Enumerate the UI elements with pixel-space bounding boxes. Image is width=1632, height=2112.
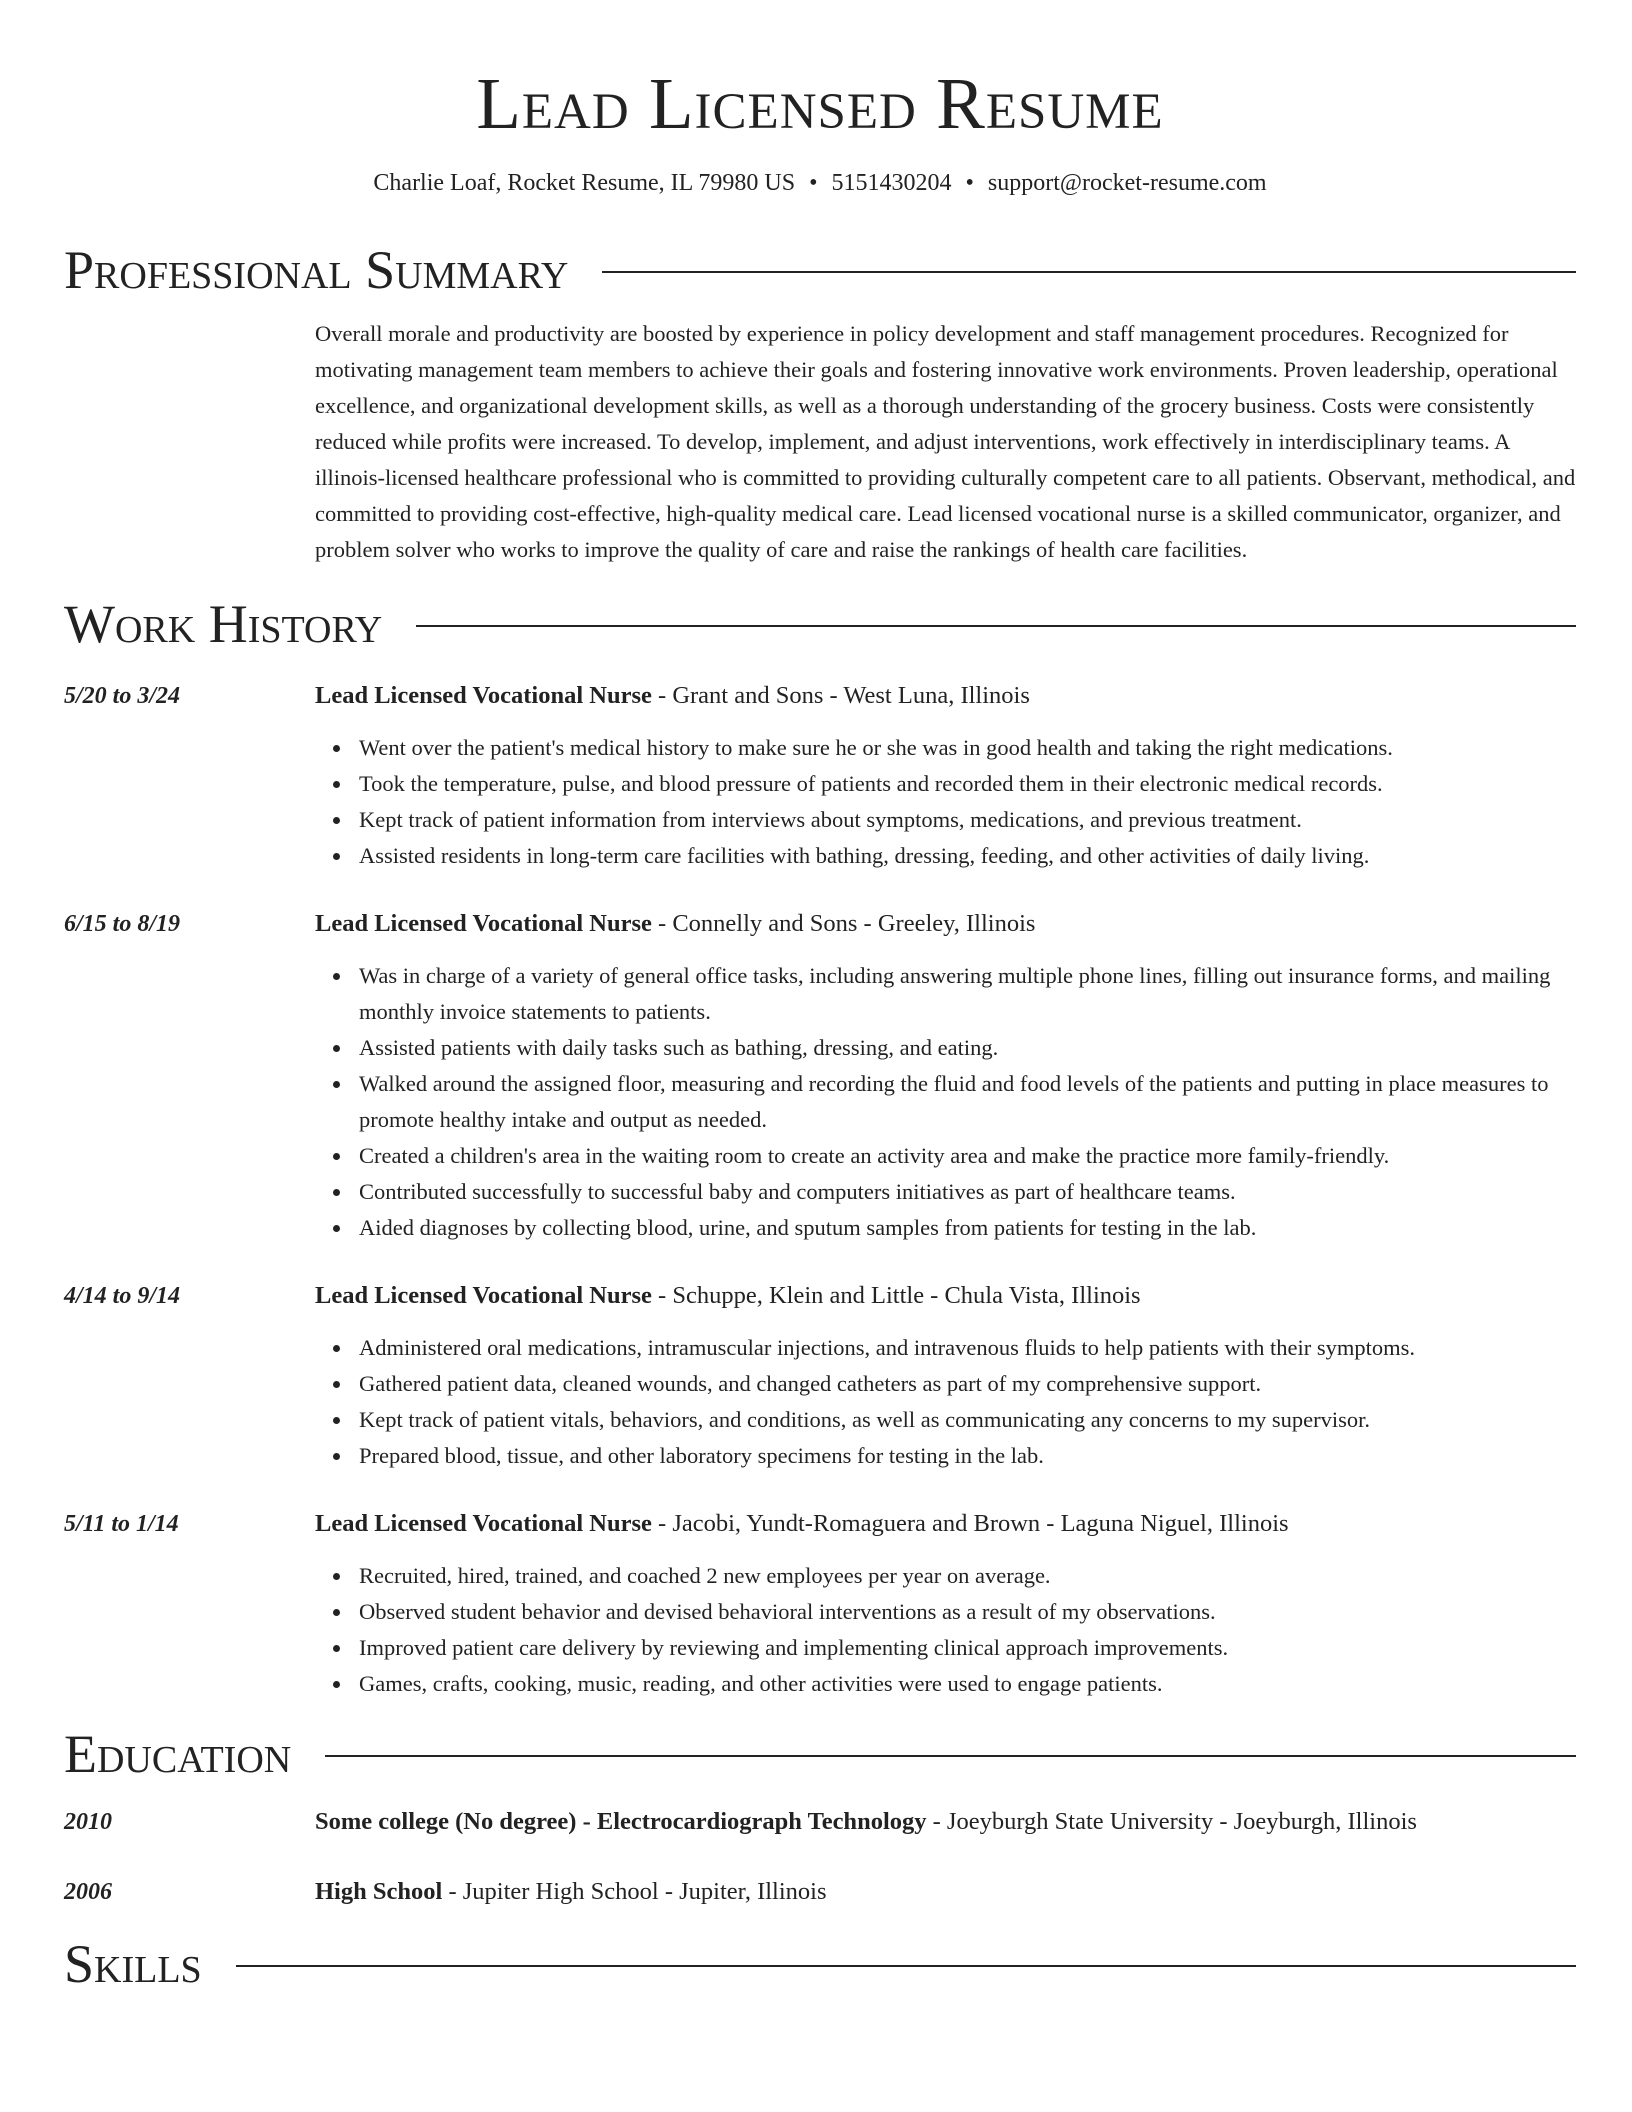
work-section-header	[64, 592, 1576, 656]
education-entry	[64, 1804, 1576, 1840]
work-entry	[64, 1278, 1576, 1474]
work-entry-body	[315, 678, 1576, 874]
work-bullet: Gathered patient data, cleaned wounds, and changed catheters as part of my comprehensive support.	[315, 1366, 1576, 1402]
resume-page	[64, 0, 1576, 1996]
education-entry	[64, 1874, 1576, 1910]
work-bullet: Went over the patient's medical history to make sure he or she was in good health and taking the right medications.	[315, 730, 1576, 766]
work-bullets	[315, 958, 1576, 1246]
contact-email: support@rocket-resume.com	[987, 170, 1267, 196]
job-employer-location: - Jacobi, Yundt-Romaguera and Brown - Laguna Niguel, Illinois	[651, 1510, 1289, 1537]
work-list	[64, 678, 1576, 1702]
education-school: - Jupiter High School - Jupiter, Illinois	[442, 1878, 827, 1905]
work-bullet: Assisted patients with daily tasks such as bathing, dressing, and eating.	[315, 1030, 1576, 1066]
education-degree: High School	[315, 1878, 443, 1905]
section-divider	[236, 1965, 1576, 1967]
contact-separator: •	[965, 170, 974, 196]
skills-section-header	[64, 1932, 1576, 1996]
work-bullet: Improved patient care delivery by reviewing and implementing clinical approach improvements.	[315, 1630, 1576, 1666]
work-headline	[315, 1278, 1576, 1314]
work-dates: 5/20 to 3/24	[64, 683, 181, 709]
work-entry	[64, 678, 1576, 874]
education-headline	[315, 1874, 1576, 1910]
education-school: - Joeyburgh State University - Joeyburgh, Illinois	[926, 1808, 1417, 1835]
work-bullets	[315, 730, 1576, 874]
education-headline	[315, 1804, 1576, 1840]
section-divider	[325, 1755, 1576, 1757]
section-title-work: Work History	[64, 594, 383, 654]
work-bullet: Aided diagnoses by collecting blood, urine, and sputum samples from patients for testing in the lab.	[315, 1210, 1576, 1246]
education-list	[64, 1804, 1576, 1910]
work-bullet: Kept track of patient vitals, behaviors, and conditions, as well as communicating any concerns to my supervisor.	[315, 1402, 1576, 1438]
education-year: 2006	[64, 1879, 112, 1905]
summary-section-header	[64, 238, 1576, 302]
section-title-skills: Skills	[64, 1934, 202, 1994]
education-entry-body	[315, 1804, 1576, 1840]
section-divider	[416, 625, 1576, 627]
education-entry-body	[315, 1874, 1576, 1910]
work-bullet: Administered oral medications, intramuscular injections, and intravenous fluids to help patients with their symptoms.	[315, 1330, 1576, 1366]
section-title-education: Education	[64, 1724, 292, 1784]
job-employer-location: - Schuppe, Klein and Little - Chula Vista, Illinois	[651, 1282, 1141, 1309]
education-section-header	[64, 1722, 1576, 1786]
work-entry-body	[315, 906, 1576, 1246]
work-bullet: Assisted residents in long-term care facilities with bathing, dressing, feeding, and other activities of daily living.	[315, 838, 1576, 874]
work-entry-body	[315, 1506, 1576, 1702]
contact-phone: 5151430204	[831, 170, 952, 196]
work-entry-body	[315, 1278, 1576, 1474]
work-dates: 4/14 to 9/14	[64, 1283, 181, 1309]
work-bullet: Created a children's area in the waiting room to create an activity area and make the practice more family-friendly.	[315, 1138, 1576, 1174]
work-entry	[64, 906, 1576, 1246]
work-bullets	[315, 1330, 1576, 1474]
work-bullet: Observed student behavior and devised behavioral interventions as a result of my observations.	[315, 1594, 1576, 1630]
work-headline	[315, 678, 1576, 714]
work-bullet: Took the temperature, pulse, and blood pressure of patients and recorded them in their electronic medical records.	[315, 766, 1576, 802]
section-divider	[602, 271, 1576, 273]
education-year: 2010	[64, 1809, 112, 1835]
work-bullet: Walked around the assigned floor, measuring and recording the fluid and food levels of the patients and putting in place measures to promote healthy intake and output as needed.	[315, 1066, 1576, 1138]
work-entry	[64, 1506, 1576, 1702]
work-bullet: Prepared blood, tissue, and other laboratory specimens for testing in the lab.	[315, 1438, 1576, 1474]
work-headline	[315, 906, 1576, 942]
job-title: Lead Licensed Vocational Nurse	[315, 1510, 652, 1537]
job-title: Lead Licensed Vocational Nurse	[315, 682, 652, 709]
contact-separator: •	[809, 170, 818, 196]
summary-text: Overall morale and productivity are boosted by experience in policy development and staff management procedures. Recognized for motivating management team members to achieve their goals and fostering innovative work environments. Proven leadership, operational excellence, and organizational development skills, as well as a thorough understanding of the grocery business. Costs were consistently reduced while profits were increased. To develop, implement, and adjust interventions, work effectively in interdisciplinary teams. A illinois-licensed healthcare professional who is committed to providing culturally competent care to all patients. Observant, methodical, and committed to providing cost-effective, high-quality medical care. Lead licensed vocational nurse is a skilled communicator, organizer, and problem solver who works to improve the quality of care and raise the rankings of health care facilities.	[315, 321, 1576, 562]
work-bullets	[315, 1558, 1576, 1702]
resume-title: Lead Licensed Resume	[476, 63, 1164, 144]
section-title-summary: Professional Summary	[64, 240, 569, 300]
work-dates: 5/11 to 1/14	[64, 1511, 179, 1537]
work-bullet: Kept track of patient information from interviews about symptoms, medications, and previous treatment.	[315, 802, 1576, 838]
job-employer-location: - Grant and Sons - West Luna, Illinois	[651, 682, 1030, 709]
job-title: Lead Licensed Vocational Nurse	[315, 910, 652, 937]
work-bullet: Was in charge of a variety of general office tasks, including answering multiple phone lines, filling out insurance forms, and mailing monthly invoice statements to patients.	[315, 958, 1576, 1030]
work-dates: 6/15 to 8/19	[64, 911, 181, 937]
education-degree: Some college (No degree) - Electrocardiograph Technology	[315, 1808, 927, 1835]
contact-line	[64, 168, 1576, 198]
job-title: Lead Licensed Vocational Nurse	[315, 1282, 652, 1309]
work-bullet: Contributed successfully to successful baby and computers initiatives as part of healthcare teams.	[315, 1174, 1576, 1210]
work-headline	[315, 1506, 1576, 1542]
work-bullet: Recruited, hired, trained, and coached 2 new employees per year on average.	[315, 1558, 1576, 1594]
contact-address: Charlie Loaf, Rocket Resume, IL 79980 US	[373, 170, 796, 196]
job-employer-location: - Connelly and Sons - Greeley, Illinois	[651, 910, 1036, 937]
work-bullet: Games, crafts, cooking, music, reading, and other activities were used to engage patients.	[315, 1666, 1576, 1702]
